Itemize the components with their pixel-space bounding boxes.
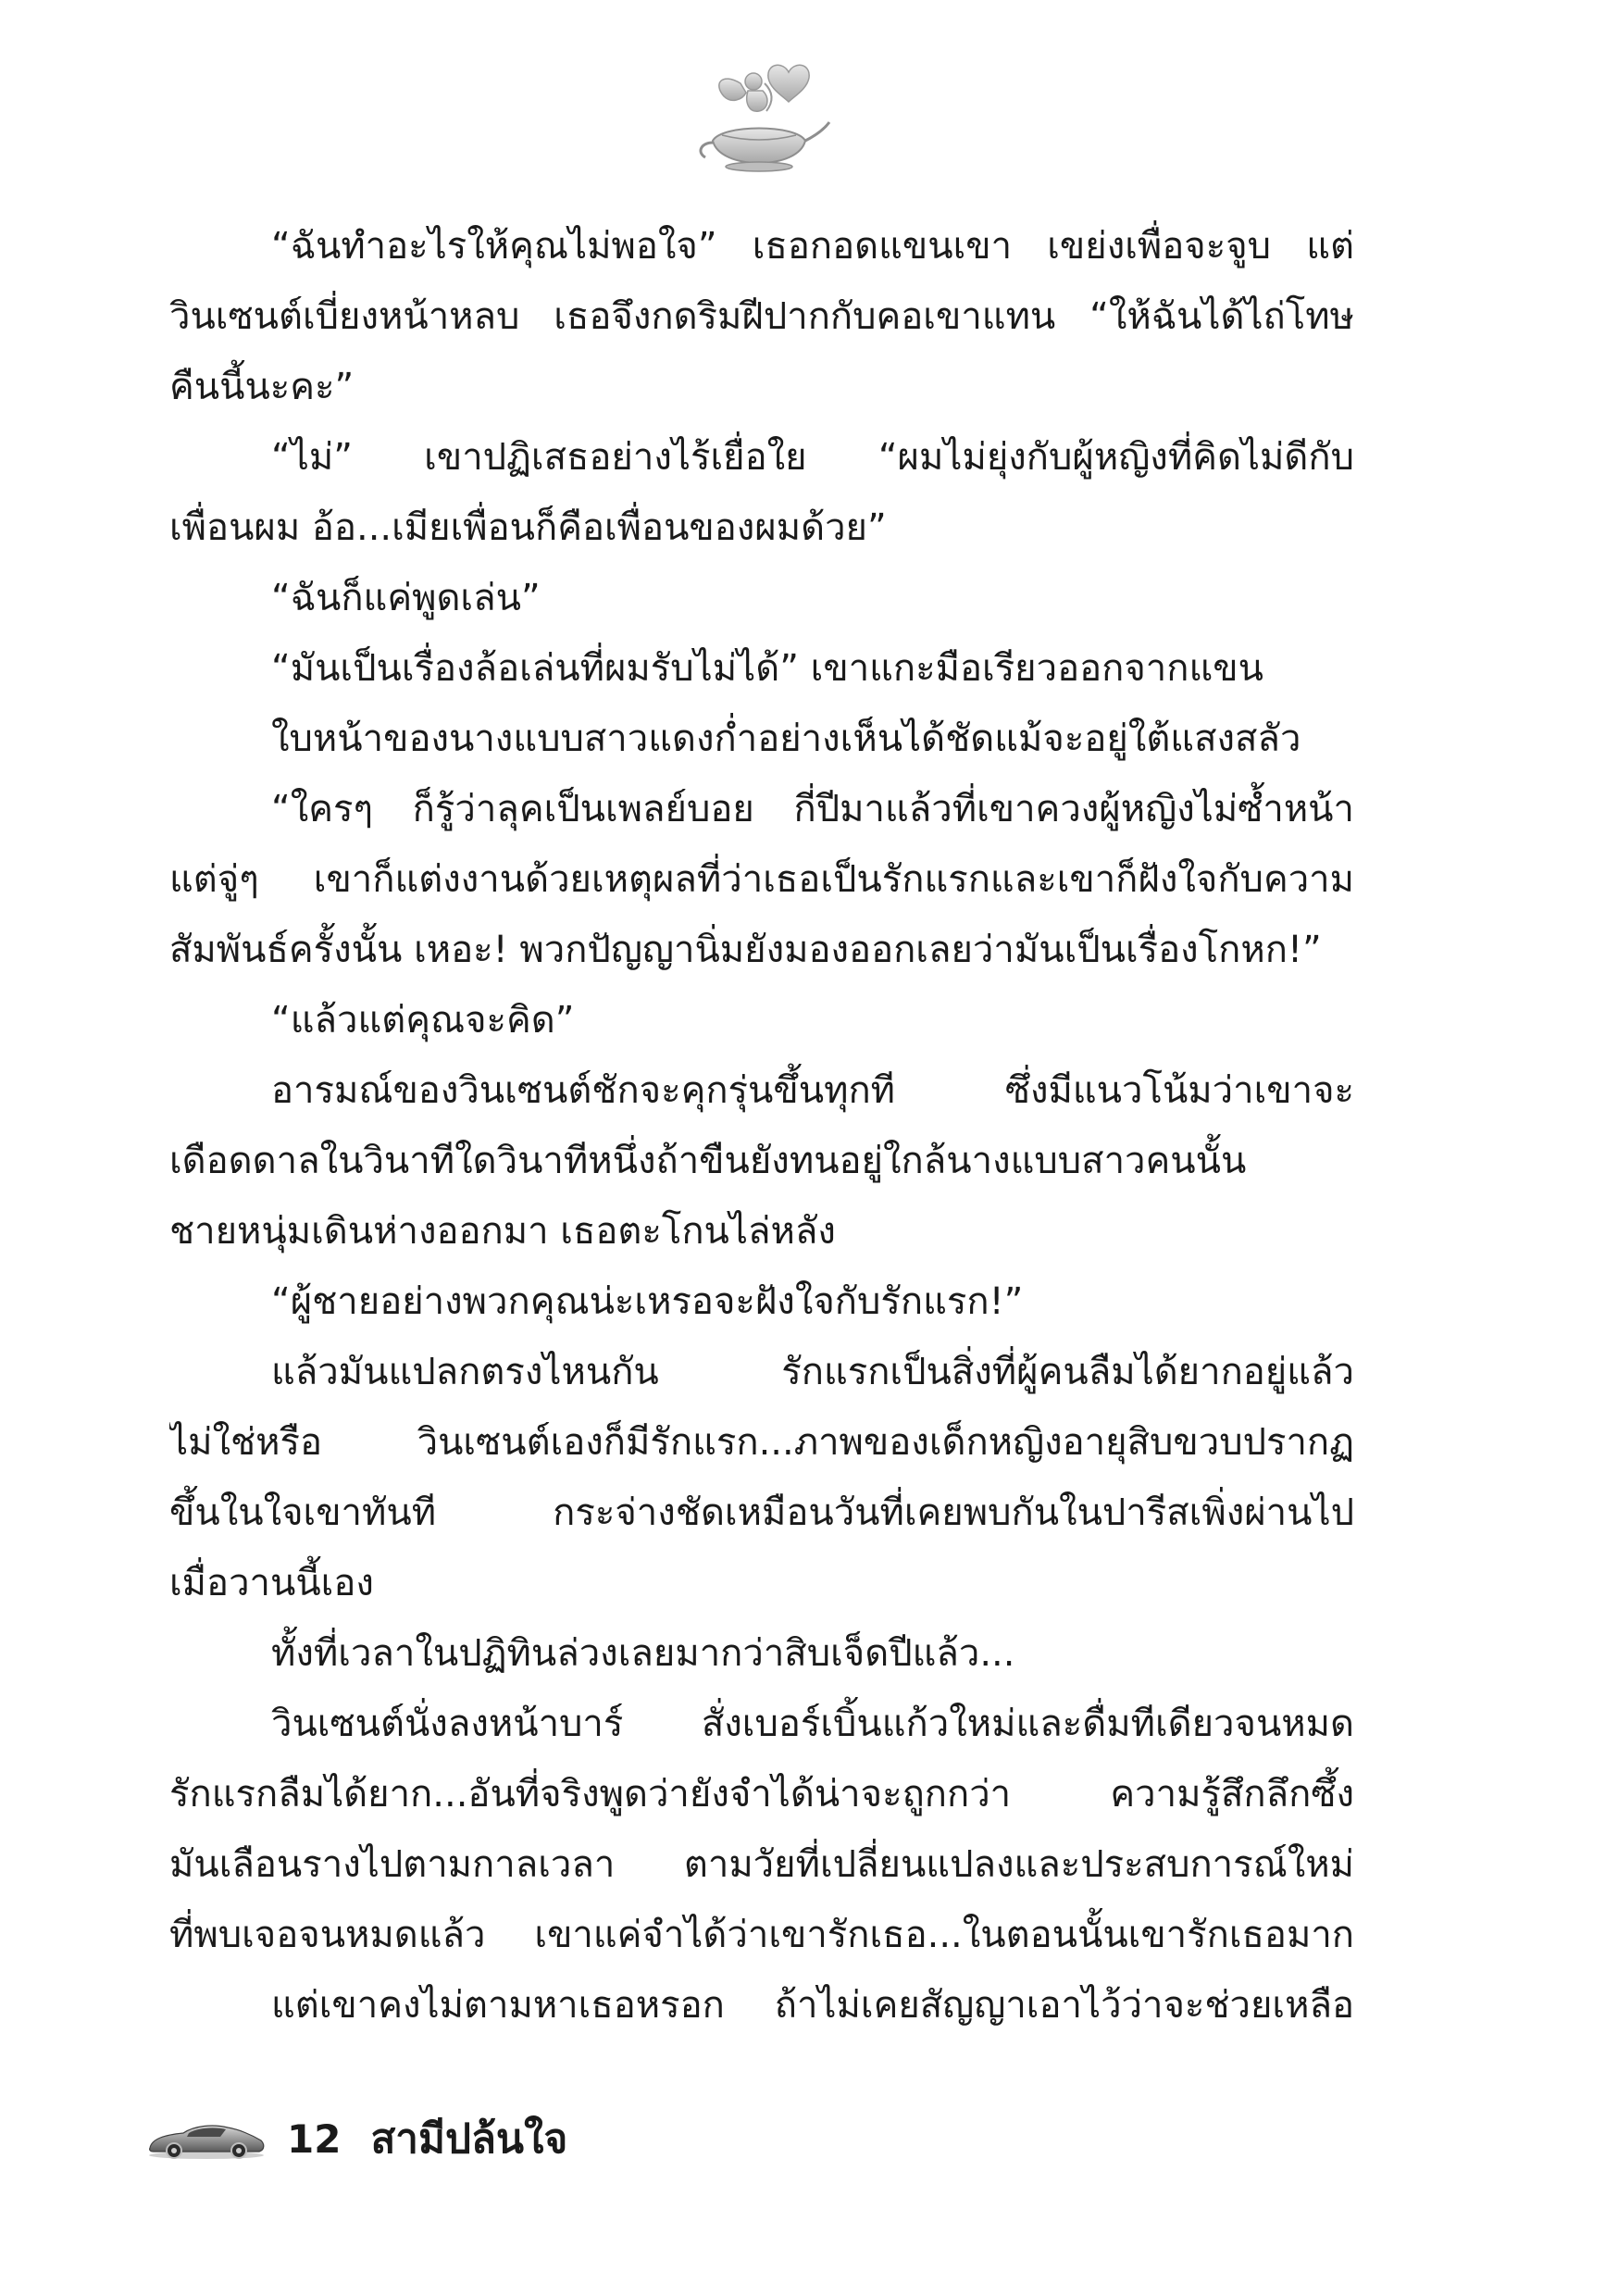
text-line: “ฉันทำอะไรให้คุณไม่พอใจ” เธอกอดแขนเขา เขย่งเพื่อจะจูบ แต่ (271, 225, 1354, 268)
text-line: แล้วมันแปลกตรงไหนกัน รักแรกเป็นสิ่งที่ผู้คนลืมได้ยากอยู่แล้ว (271, 1351, 1354, 1393)
text-line: เมื่อวานนี้เอง (169, 1562, 374, 1604)
text-line: สัมพันธ์ครั้งนั้น เหอะ! พวกปัญญานิ่มยังมองออกเลยว่ามันเป็นเรื่องโกหก!” (169, 929, 1322, 971)
text-line: ไม่ใช่หรือ วินเซนต์เองก็มีรักแรก...ภาพของเด็กหญิงอายุสิบขวบปรากฏ (169, 1421, 1354, 1464)
text-line: “มันเป็นเรื่องล้อเล่นที่ผมรับไม่ได้” เขาแกะมือเรียวออกจากแขน (271, 647, 1263, 690)
sports-car-icon (146, 2116, 267, 2161)
text-line: “ใครๆ ก็รู้ว่าลุคเป็นเพลย์บอย กี่ปีมาแล้วที่เขาควงผู้หญิงไม่ซ้ำหน้า (271, 788, 1354, 830)
text-line: แต่จู่ๆ เขาก็แต่งงานด้วยเหตุผลที่ว่าเธอเป็นรักแรกและเขาก็ฝังใจกับความ (169, 858, 1354, 901)
text-line: วินเซนต์นั่งลงหน้าบาร์ สั่งเบอร์เบิ้นแก้วใหม่และดื่มทีเดียวจนหมด (271, 1703, 1354, 1745)
text-line: คืนนี้นะคะ” (169, 366, 355, 408)
text-line: เพื่อนผม อ้อ...เมียเพื่อนก็คือเพื่อนของผมด้วย” (169, 506, 887, 549)
text-line: “แล้วแต่คุณจะคิด” (271, 999, 575, 1042)
text-line: ใบหน้าของนางแบบสาวแดงก่ำอย่างเห็นได้ชัดแม้จะอยู่ใต้แสงสลัว (271, 718, 1301, 760)
cupid-teapot-ornament-icon (685, 56, 833, 176)
body-text (169, 211, 1354, 2040)
page-number: 12 (287, 2115, 342, 2162)
text-line: รักแรกลืมได้ยาก...อันที่จริงพูดว่ายังจำได้น่าจะถูกกว่า ความรู้สึกลึกซึ้ง (169, 1773, 1354, 1816)
text-line: ขึ้นในใจเขาทันที กระจ่างชัดเหมือนวันที่เคยพบกันในปารีสเพิ่งผ่านไป (169, 1491, 1354, 1534)
text-line: มันเลือนรางไปตามกาลเวลา ตามวัยที่เปลี่ยนแปลงและประสบการณ์ใหม่ (169, 1843, 1354, 1886)
text-line: ที่พบเจอจนหมดแล้ว เขาแค่จำได้ว่าเขารักเธอ...ในตอนนั้นเขารักเธอมาก (169, 1914, 1354, 1956)
book-title: สามีปล้นใจ (370, 2115, 568, 2163)
text-line: แต่เขาคงไม่ตามหาเธอหรอก ถ้าไม่เคยสัญญาเอาไว้ว่าจะช่วยเหลือ (271, 1984, 1354, 2027)
text-line: วินเซนต์เบี่ยงหน้าหลบ เธอจึงกดริมฝีปากกับคอเขาแทน “ให้ฉันได้ไถ่โทษ (169, 295, 1354, 338)
text-line: ชายหนุ่มเดินห่างออกมา เธอตะโกนไล่หลัง (169, 1210, 836, 1253)
text-line: ทั้งที่เวลาในปฏิทินล่วงเลยมากว่าสิบเจ็ดปีแล้ว... (271, 1632, 1015, 1675)
text-line: “ไม่” เขาปฏิเสธอย่างไร้เยื่อใย “ผมไม่ยุ่งกับผู้หญิงที่คิดไม่ดีกับ (271, 436, 1354, 479)
text-line: เดือดดาลในวินาทีใดวินาทีหนึ่งถ้าขืนยังทนอยู่ใกล้นางแบบสาวคนนั้น (169, 1140, 1247, 1182)
text-line: อารมณ์ของวินเซนต์ชักจะคุกรุ่นขึ้นทุกที ซึ่งมีแนวโน้มว่าเขาจะ (271, 1069, 1354, 1112)
text-line: “ฉันก็แค่พูดเล่น” (271, 577, 541, 619)
page-footer (146, 2106, 567, 2171)
text-line: “ผู้ชายอย่างพวกคุณน่ะเหรอจะฝังใจกับรักแรก!” (271, 1280, 1024, 1323)
